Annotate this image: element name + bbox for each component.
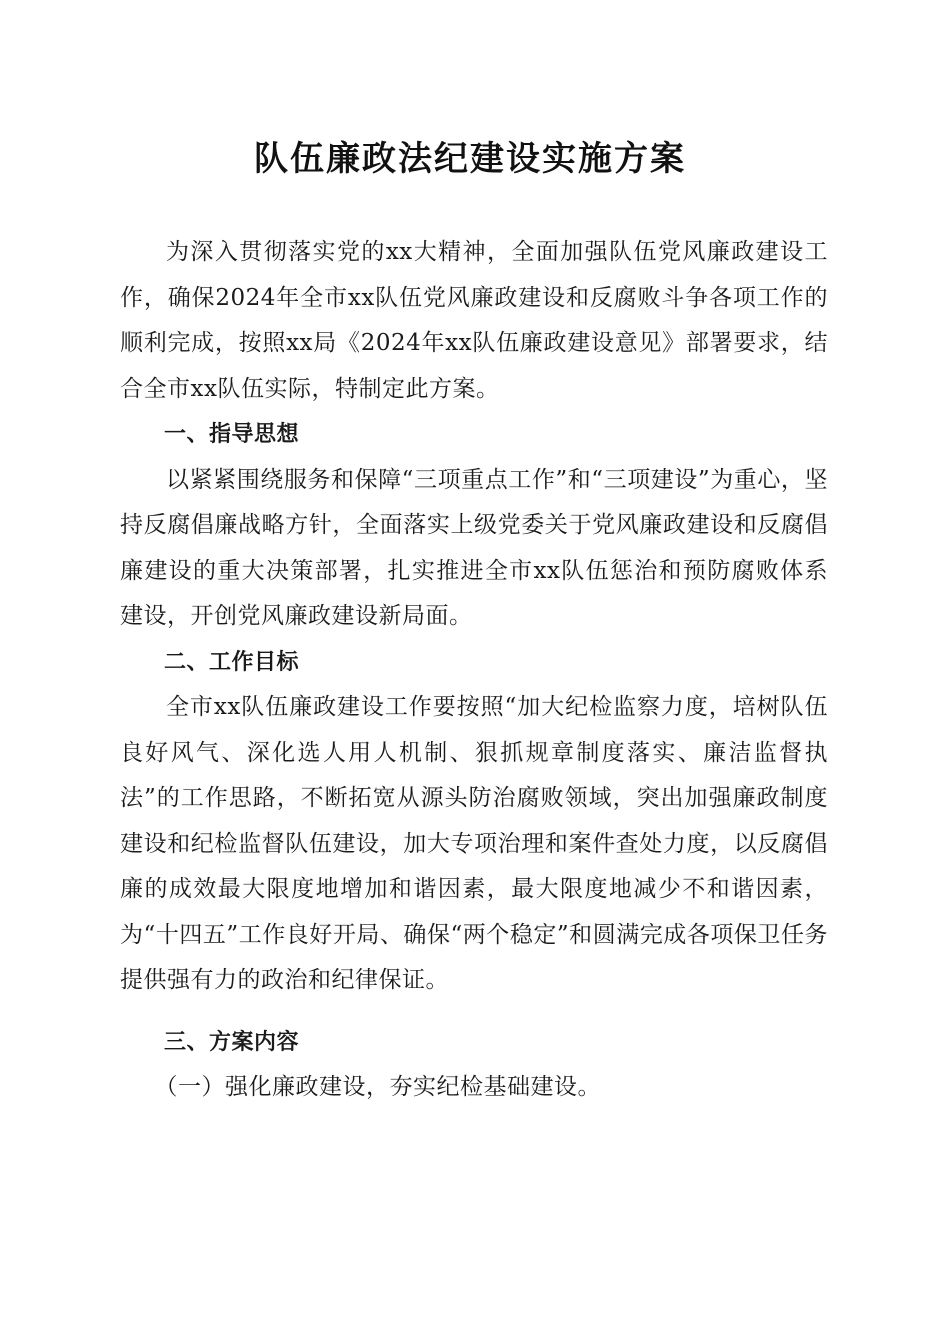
section-heading-plan-content: 三、方案内容 [164, 1029, 300, 1055]
subsection-heading-integrity-building: （一）强化廉政建设，夯实纪检基础建设。 [154, 1074, 601, 1100]
intro-paragraph: 为深入贯彻落实党的xx大精神，全面加强队伍党风廉政建设工作，确保2024年全市xx队伍党风廉政建设和反腐败斗争各项工作的顺利完成，按照xx局《2024年xx队伍廉政建设意见》部署要求，结合全市xx队伍实际，特制定此方案。 [120, 239, 828, 402]
section-heading-work-goals: 二、工作目标 [164, 649, 300, 675]
section-paragraph-work-goals: 全市xx队伍廉政建设工作要按照“加大纪检监察力度，培树队伍良好风气、深化选人用人机制、狠抓规章制度落实、廉洁监督执法”的工作思路，不断拓宽从源头防治腐败领域，突出加强廉政制度建设和纪检监督队伍建设，加大专项治理和案件查处力度，以反腐倡廉的成效最大限度地增加和谐因素，最大限度地减少不和谐因素，为“十四五”工作良好开局、确保“两个稳定”和圆满完成各项保卫任务提供强有力的政治和纪律保证。 [120, 694, 828, 993]
document-title: 队伍廉政法纪建设实施方案 [254, 139, 686, 179]
section-heading-guiding-ideology: 一、指导思想 [164, 422, 300, 447]
section-paragraph-guiding-ideology: 以紧紧围绕服务和保障“三项重点工作”和“三项建设”为重心，坚持反腐倡廉战略方针，全面落实上级党委关于党风廉政建设和反腐倡廉建设的重大决策部署，扎实推进全市xx队伍惩治和预防腐败体系建设，开创党风廉政建设新局面。 [120, 466, 828, 629]
document-body [120, 230, 828, 1111]
